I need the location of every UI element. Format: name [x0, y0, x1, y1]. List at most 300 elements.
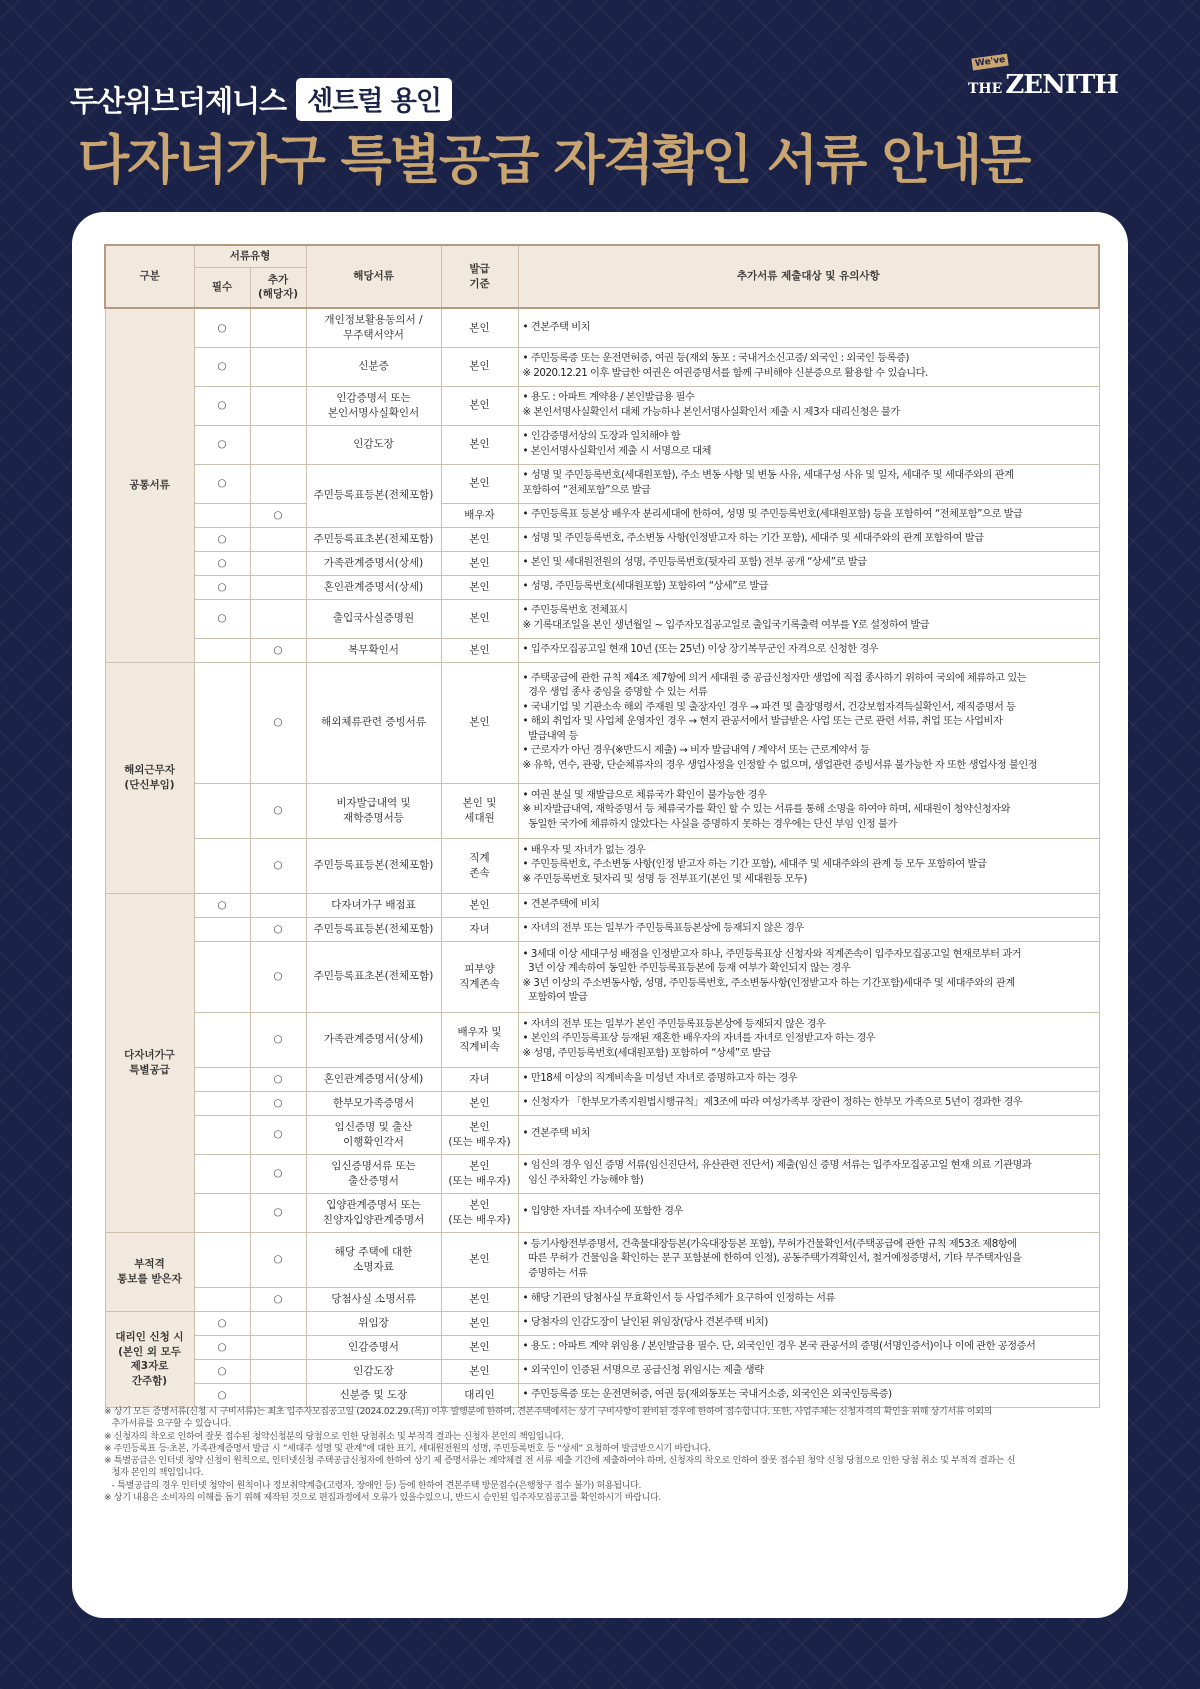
zenith-logo [968, 56, 1128, 102]
required-mark: ○ [217, 399, 227, 412]
notes-cell [518, 1232, 1099, 1287]
document-cell [306, 1287, 441, 1311]
notes-cell [518, 838, 1099, 893]
additional-cell [250, 917, 306, 941]
table-row [105, 599, 1099, 638]
issue-basis: 본인 [469, 556, 490, 569]
category-cell [105, 308, 194, 662]
category-cell [105, 1311, 194, 1407]
additional-cell [250, 386, 306, 425]
additional-cell [250, 662, 306, 783]
note-line: ※ 본인서명사실확인서 대체 가능하나 본인서명사실확인서 제출 시 제3자 대리신청은 불가 [522, 406, 900, 418]
table-row [105, 1311, 1099, 1335]
note-line: • 만18세 이상의 직계비속을 미성년 자녀로 증명하고자 하는 경우 [522, 1072, 798, 1084]
document-cell [306, 783, 441, 838]
footnote-line: 추가서류를 요구할 수 있습니다. [104, 1419, 232, 1430]
issue-basis-cell [441, 503, 518, 527]
document-cell [306, 1115, 441, 1154]
document-cell [306, 638, 441, 662]
table-row [105, 838, 1099, 893]
document-name: 출입국사실증명원 [332, 612, 415, 625]
document-cell [306, 347, 441, 386]
document-name: 인감도장 [353, 1364, 394, 1377]
additional-mark: ○ [273, 508, 283, 521]
additional-cell [250, 1067, 306, 1091]
required-cell [194, 893, 250, 917]
note-line: • 인감증명서상의 도장과 일치해야 함 [522, 431, 681, 442]
required-cell [194, 575, 250, 599]
footnote-line: ※ 상기 모든 증명서류(신청 시 구비서류)는 최초 입주자모집공고일 (2024.02.29.(목)) 이후 발행분에 한하며, 견본주택에서는 상기 구비사항이 완비된 경우에 한하여 접수합니다. 또한, 사업주체는 신청자격의 확인을 위해 상기서류 이외의 [104, 1407, 992, 1417]
notes-cell [518, 503, 1099, 527]
additional-cell [250, 638, 306, 662]
table-row [105, 1115, 1099, 1154]
issue-basis: 본인 (또는 배우자) [448, 1121, 511, 1148]
additional-mark: ○ [273, 1033, 283, 1046]
document-name: 한부모가족증명서 [332, 1096, 415, 1109]
issue-basis-cell [441, 386, 518, 425]
brand-badge: 센트럴 용인 [296, 78, 452, 121]
document-cell [306, 464, 441, 527]
table-row [105, 662, 1099, 783]
document-cell [306, 1383, 441, 1407]
document-name: 임신증명 및 출산 이행확인각서 [334, 1121, 413, 1148]
issue-basis-cell [441, 1287, 518, 1311]
notes-cell [518, 347, 1099, 386]
issue-basis-cell [441, 1335, 518, 1359]
document-cell [306, 308, 441, 347]
issue-basis: 본인 [469, 360, 490, 373]
issue-basis-cell [441, 1232, 518, 1287]
additional-cell [250, 425, 306, 464]
required-cell [194, 1154, 250, 1193]
additional-cell [250, 1335, 306, 1359]
issue-basis-cell [441, 347, 518, 386]
table-row [105, 1154, 1099, 1193]
notes-cell [518, 1287, 1099, 1311]
notes-cell [518, 464, 1099, 503]
document-cell [306, 575, 441, 599]
document-cell [306, 1012, 441, 1067]
header-additional [250, 267, 306, 308]
note-line: • 주민등록표 등본상 배우자 분리세대에 한하여, 성명 및 주민등록번호(세대원포함) 등을 포함하여 “전체포함”으로 발급 [522, 508, 1023, 520]
additional-cell [250, 1287, 306, 1311]
document-name: 인감도장 [353, 438, 394, 451]
table-row [105, 893, 1099, 917]
document-name: 신분증 및 도장 [339, 1388, 408, 1401]
table-row [105, 917, 1099, 941]
required-cell [194, 1067, 250, 1091]
issue-basis-cell [441, 941, 518, 1012]
additional-cell [250, 551, 306, 575]
issue-basis-cell [441, 1115, 518, 1154]
footnote-line: - 특별공급의 경우 인터넷 청약이 원칙이나 정보취약계층(고령자, 장애인 등) 등에 한하여 견본주택 방문접수(은행창구 접수 불가) 허용됩니다. [104, 1480, 642, 1491]
required-cell [194, 1383, 250, 1407]
document-card [72, 212, 1128, 1618]
header-document: 해당서류 [306, 245, 441, 308]
table-row [105, 425, 1099, 464]
issue-basis: 배우자 [464, 508, 495, 521]
document-cell [306, 1232, 441, 1287]
category-label: 공통서류 [129, 479, 170, 491]
note-line: • 배우자 및 자녀가 없는 경우 [522, 844, 646, 856]
document-name: 인감증명서 [348, 1340, 399, 1353]
notes-cell [518, 1311, 1099, 1335]
document-cell [306, 1359, 441, 1383]
additional-cell [250, 1193, 306, 1232]
note-line: • 신청자가 「한부모가족지원법시행규칙」제3조에 따라 여성가족부 장관이 정하는 한부모 가족으로 5년이 경과한 경우 [522, 1096, 1023, 1108]
required-cell [194, 783, 250, 838]
header-issue-basis [441, 245, 518, 308]
additional-cell [250, 1091, 306, 1115]
table-row [105, 464, 1099, 503]
issue-basis-cell [441, 464, 518, 503]
note-line: • 자녀의 전부 또는 일부가 주민등록표등본상에 등재되지 않은 경우 [522, 922, 804, 934]
table-row [105, 503, 1099, 527]
table-row [105, 575, 1099, 599]
issue-basis: 직계 존속 [469, 852, 490, 879]
footnote-line: ※ 신청자의 착오로 인하여 잘못 접수된 청약신청분의 당첨으로 인한 당첨취소 및 부적격 결과는 신청자 본인의 책임입니다. [104, 1431, 564, 1442]
notes-cell [518, 1091, 1099, 1115]
brand-line [70, 78, 452, 121]
header-additional-text: 추가 (해당자) [257, 273, 299, 301]
issue-basis-cell [441, 1193, 518, 1232]
table-row [105, 308, 1099, 347]
document-name: 다자녀가구 배점표 [331, 898, 416, 911]
table-row [105, 941, 1099, 1012]
notes-cell [518, 1115, 1099, 1154]
issue-basis-cell [441, 638, 518, 662]
required-cell [194, 551, 250, 575]
issue-basis-cell [441, 551, 518, 575]
additional-mark: ○ [273, 1167, 283, 1180]
document-name: 가족관계증명서(상세) [323, 556, 424, 569]
additional-cell [250, 893, 306, 917]
document-name: 복무확인서 [348, 643, 399, 656]
required-cell [194, 308, 250, 347]
additional-mark: ○ [273, 1072, 283, 1085]
document-cell [306, 425, 441, 464]
note-line: • 국내기업 및 기관소속 해외 주재원 및 출장자인 경우 → 파견 및 출장명령서, 건강보험자격득실확인서, 재직증명서 등 [522, 701, 1016, 713]
note-line: • 외국인이 인증된 서명으로 공급신청 위임시는 제출 생략 [522, 1364, 764, 1376]
required-cell [194, 386, 250, 425]
notes-cell [518, 575, 1099, 599]
required-cell [194, 1335, 250, 1359]
note-line: • 근로자가 아닌 경우(※반드시 제출) → 비자 발급내역 / 계약서 또는 근로계약서 등 [522, 745, 870, 757]
required-cell [194, 1232, 250, 1287]
note-line: 3년 이상 계속하여 동일한 주민등록표등본에 등재 여부가 확인되지 않는 경우 [522, 963, 851, 974]
table-row [105, 1193, 1099, 1232]
document-name: 혼인관계증명서(상세) [323, 1072, 424, 1085]
required-mark: ○ [217, 477, 227, 490]
additional-cell [250, 1311, 306, 1335]
document-name: 당첨사실 소명서류 [331, 1292, 416, 1305]
issue-basis: 본인 [469, 477, 490, 490]
issue-basis: 본인 [469, 643, 490, 656]
note-line: • 본인 및 세대원전원의 성명, 주민등록번호(뒷자리 포함) 전부 공개 “상세”로 발급 [522, 556, 867, 568]
additional-mark: ○ [273, 970, 283, 983]
required-mark: ○ [217, 360, 227, 373]
additional-cell [250, 599, 306, 638]
additional-mark: ○ [273, 922, 283, 935]
document-name: 해당 주택에 대한 소명자료 [334, 1246, 413, 1273]
issue-basis: 본인 [469, 399, 490, 412]
required-mark: ○ [217, 612, 227, 625]
note-line: ※ 3년 이상의 주소변동사항, 성명, 주민등록번호, 주소변동사항(인정받고자 하는 기간포함)세대주 및 세대주와의 관계 [522, 977, 1015, 989]
note-line: 동일한 국가에 체류하지 않았다는 사실을 증명하지 못하는 경우에는 단신 부임 인정 불가 [522, 818, 897, 830]
note-line: 포함하여 발급 [522, 992, 588, 1003]
issue-basis: 피부양 직계존속 [459, 963, 500, 990]
required-cell [194, 1091, 250, 1115]
note-line: ※ 유학, 연수, 관광, 단순체류자의 경우 생업사정을 인정할 수 없으며, 생업관련 증빙서류 불가능한 자 또한 생업사정 불인정 [522, 759, 1038, 771]
additional-cell [250, 503, 306, 527]
required-cell [194, 599, 250, 638]
header-required: 필수 [194, 267, 250, 308]
table-row [105, 1232, 1099, 1287]
issue-basis: 자녀 [469, 1072, 490, 1085]
footnote-line: ※ 상기 내용은 소비자의 이해를 돕기 위해 제작된 것으로 편집과정에서 오류가 있을수있으니, 반드시 승인된 입주자모집공고를 확인하시기 바랍니다. [104, 1493, 661, 1504]
document-cell [306, 1091, 441, 1115]
required-cell [194, 425, 250, 464]
additional-cell [250, 1012, 306, 1067]
table-row [105, 551, 1099, 575]
document-name: 주민등록표초본(전체포함) [313, 532, 434, 545]
document-cell [306, 1193, 441, 1232]
note-line: ※ 기록대조일을 본인 생년월일 ~ 입주자모집공고일로 출입국기록출력 여부를 Y로 설정하여 발급 [522, 619, 930, 631]
category-label: 다자녀가구 특별공급 [124, 1049, 175, 1076]
additional-mark: ○ [273, 1206, 283, 1219]
additional-cell [250, 941, 306, 1012]
table-row [105, 527, 1099, 551]
note-line: • 견본주택 비치 [522, 321, 590, 333]
required-mark: ○ [217, 898, 227, 911]
note-line: • 성명 및 주민등록번호, 주소변동 사항(인정받고자 하는 기간 포함), 세대주 및 세대주와의 관계 포함하여 발급 [522, 532, 984, 544]
note-line: • 견본주택 비치 [522, 1128, 590, 1140]
issue-basis-cell [441, 1154, 518, 1193]
notes-cell [518, 1359, 1099, 1383]
issue-basis: 본인 [469, 1364, 490, 1377]
table-row [105, 1383, 1099, 1407]
footnote-line: ※ 특별공급은 인터넷 청약 신청이 원칙으로, 인터넷신청 주택공급신청자에 한하여 상기 제 증명서류는 계약체결 전 서류 제출 기간에 제출하여야 하며, 신청자의 착오로 인하여 잘못 접수된 청약 신청 당첨으로 인한 당첨 취소 및 부적격 결과는 신 [104, 1456, 1016, 1467]
document-name: 주민등록표등본(전체포함) [313, 489, 434, 502]
notes-cell [518, 1335, 1099, 1359]
notes-cell [518, 917, 1099, 941]
brand-name: 두산위브더제니스 [70, 84, 287, 118]
document-name: 입양관계증명서 또는 친양자입양관계증명서 [322, 1199, 425, 1226]
table-row [105, 1067, 1099, 1091]
note-line: ※ 2020.12.21 이후 발급한 여권은 여권증명서를 함께 구비해야 신분증으로 활용할 수 있습니다. [522, 367, 928, 379]
header-doc-type: 서류유형 [194, 245, 306, 267]
note-line: • 여권 분실 및 재발급으로 체류국가 확인이 불가능한 경우 [522, 789, 767, 801]
required-cell [194, 347, 250, 386]
issue-basis-cell [441, 1067, 518, 1091]
notes-cell [518, 425, 1099, 464]
note-line: • 임신의 경우 임신 증명 서류(임신진단서, 유산관련 진단서) 제출(임신 증명 서류는 입주자모집공고일 현재 의료 기관명과 [522, 1160, 1032, 1171]
note-line: • 주민등록증 또는 운전면허증, 여권 등(재외동포는 국내거소증, 외국인은 외국인등록증) [522, 1388, 892, 1400]
issue-basis-cell [441, 425, 518, 464]
additional-cell [250, 575, 306, 599]
document-table [104, 244, 1100, 1408]
note-line: ※ 비자발급내역, 재학증명서 등 체류국가를 확인 할 수 있는 서류를 통해 소명을 하여야 하며, 세대원이 청약신청자와 [522, 804, 1010, 816]
document-cell [306, 1335, 441, 1359]
note-line: • 주민등록증 또는 운전면허증, 여권 등(재외 동포 : 국내거소신고증/ 외국인 : 외국인 등록증) [522, 353, 910, 364]
footnote-line: 청자 본인의 책임입니다. [104, 1468, 204, 1479]
notes-cell [518, 941, 1099, 1012]
document-name: 주민등록표등본(전체포함) [313, 922, 434, 935]
note-line: 포함하여 “전체포함”으로 발급 [522, 484, 651, 496]
header-category: 구분 [105, 245, 194, 308]
issue-basis-cell [441, 599, 518, 638]
additional-mark: ○ [273, 859, 283, 872]
notes-cell [518, 1193, 1099, 1232]
logo-the: THE [968, 81, 1003, 97]
issue-basis: 본인 [469, 1340, 490, 1353]
header-issue-basis-text: 발급 기준 [469, 263, 490, 290]
issue-basis: 본인 [469, 716, 490, 729]
issue-basis-cell [441, 662, 518, 783]
logo-wordmark [968, 70, 1118, 100]
required-cell [194, 464, 250, 503]
issue-basis-cell [441, 838, 518, 893]
note-line: • 3세대 이상 세대구성 배점을 인정받고자 하나, 주민등록표상 신청자와 직계존속이 입주자모집공고일 현재로부터 과거 [522, 948, 1022, 960]
issue-basis: 대리인 [464, 1388, 495, 1401]
issue-basis-cell [441, 893, 518, 917]
note-line: 따른 무허가 건물임을 확인하는 문구 포함분에 한하여 인정), 공동주택가격확인서, 철거예정증명서, 기타 무주택자임을 [522, 1253, 1022, 1265]
note-line: 증명하는 서류 [522, 1267, 588, 1279]
issue-basis-cell [441, 1091, 518, 1115]
logo-main: ZENITH [1005, 70, 1118, 100]
note-line: • 해당 기관의 당첨사실 무효확인서 등 사업주체가 요구하여 인정하는 서류 [522, 1292, 835, 1304]
required-cell [194, 1193, 250, 1232]
required-cell [194, 662, 250, 783]
footnotes [104, 1406, 1100, 1504]
additional-cell [250, 1154, 306, 1193]
required-cell [194, 1115, 250, 1154]
table-row [105, 347, 1099, 386]
additional-mark: ○ [273, 1253, 283, 1266]
note-line: • 해외 취업자 및 사업체 운영자인 경우 → 현지 관공서에서 발급받은 사업 또는 근로 관련 서류, 취업 또는 사업비자 [522, 716, 1003, 728]
issue-basis: 본인 [469, 580, 490, 593]
note-line: • 주민등록번호, 주소변동 사항(인정 받고자 하는 기간 포함), 세대주 및 세대주와의 관계 등 모두 포함하여 발급 [522, 859, 987, 871]
note-line: • 자녀의 전부 또는 일부가 본인 주민등록표등본상에 등재되지 않은 경우 [522, 1018, 826, 1030]
category-cell [105, 662, 194, 893]
additional-cell [250, 1115, 306, 1154]
document-name: 주민등록표등본(전체포함) [313, 859, 434, 872]
document-cell [306, 527, 441, 551]
required-cell [194, 527, 250, 551]
table-row [105, 783, 1099, 838]
note-line: • 입양한 자녀를 자녀수에 포함한 경우 [522, 1206, 683, 1218]
table-row [105, 1335, 1099, 1359]
additional-cell [250, 464, 306, 503]
note-line: • 성명 및 주민등록번호(세대원포함), 주소 변동 사항 및 변동 사유, 세대구성 사유 및 일자, 세대주 및 세대주와의 관계 [522, 470, 1014, 481]
note-line: 임신 주차확인 가능해야 함) [522, 1174, 644, 1186]
document-cell [306, 599, 441, 638]
category-cell [105, 893, 194, 1232]
notes-cell [518, 1383, 1099, 1407]
note-line: • 견본주택에 비치 [522, 898, 600, 910]
document-name: 임신증명서류 또는 출산증명서 [331, 1160, 416, 1187]
additional-mark: ○ [273, 1128, 283, 1141]
document-cell [306, 941, 441, 1012]
additional-cell [250, 1359, 306, 1383]
table-body [105, 308, 1099, 1407]
required-mark: ○ [217, 1364, 227, 1377]
required-mark: ○ [217, 1316, 227, 1329]
issue-basis: 본인 (또는 배우자) [448, 1160, 511, 1187]
note-line: • 용도 : 아파트 계약용 / 본인발급용 필수 [522, 392, 695, 403]
additional-mark: ○ [273, 716, 283, 729]
additional-mark: ○ [273, 804, 283, 817]
additional-cell [250, 308, 306, 347]
page-title: 다자녀가구 특별공급 자격확인 서류 안내문 [78, 130, 1030, 191]
issue-basis-cell [441, 308, 518, 347]
document-name: 혼인관계증명서(상세) [323, 580, 424, 593]
category-cell [105, 1232, 194, 1311]
required-cell [194, 638, 250, 662]
note-line: 경우 생업 종사 중임을 증명할 수 있는 서류 [522, 687, 708, 699]
footnote-line: ※ 주민등록표 등·초본, 가족관계증명서 발급 시 “세대주 성명 및 관계”에 대한 표기, 세대원전원의 성명, 주민등록번호 등 “상세” 요청하여 발급받으시기 바랍니다. [104, 1443, 711, 1454]
table-row [105, 638, 1099, 662]
required-cell [194, 1287, 250, 1311]
header-notes: 추가서류 제출대상 및 유의사항 [518, 245, 1099, 308]
required-cell [194, 503, 250, 527]
document-cell [306, 551, 441, 575]
notes-cell [518, 308, 1099, 347]
document-name: 가족관계증명서(상세) [323, 1033, 424, 1046]
issue-basis-cell [441, 527, 518, 551]
issue-basis: 본인 [469, 1096, 490, 1109]
note-line: ※ 주민등록번호 뒷자리 및 성명 등 전부표기(본인 및 세대원등 모두) [522, 873, 807, 885]
issue-basis: 본인 [469, 532, 490, 545]
notes-cell [518, 662, 1099, 783]
notes-cell [518, 386, 1099, 425]
issue-basis: 자녀 [469, 922, 490, 935]
additional-mark: ○ [273, 1292, 283, 1305]
issue-basis: 본인 및 세대원 [462, 797, 497, 824]
document-name: 해외체류관련 증빙서류 [321, 716, 426, 729]
logo-small-text: We've [971, 54, 1009, 71]
required-mark: ○ [217, 556, 227, 569]
document-name: 위임장 [358, 1316, 389, 1329]
note-line: • 주택공급에 관한 규칙 제4조 제7항에 의거 세대원 중 공급신청자만 생업에 직접 종사하기 위하여 국외에 체류하고 있는 [522, 672, 1027, 684]
table-row [105, 386, 1099, 425]
notes-cell [518, 638, 1099, 662]
notes-cell [518, 1012, 1099, 1067]
category-label: 해외근무자 (단신부임) [124, 764, 175, 791]
notes-cell [518, 599, 1099, 638]
category-label: 대리인 신청 시 (본인 외 모두 제3자로 간주함) [115, 1331, 184, 1387]
issue-basis: 본인 [469, 1292, 490, 1305]
note-line: ※ 성명, 주민등록번호(세대원포함) 포함하여 “상세”로 발급 [522, 1047, 771, 1059]
issue-basis-cell [441, 1012, 518, 1067]
additional-cell [250, 1232, 306, 1287]
category-label: 부적격 통보를 받은자 [117, 1258, 182, 1285]
note-line: • 성명, 주민등록번호(세대원포함) 포함하여 “상세”로 발급 [522, 580, 769, 592]
required-mark: ○ [217, 580, 227, 593]
notes-cell [518, 893, 1099, 917]
additional-cell [250, 527, 306, 551]
issue-basis-cell [441, 1383, 518, 1407]
document-name: 주민등록표초본(전체포함) [313, 970, 434, 983]
document-cell [306, 1067, 441, 1091]
note-line: • 주민등록번호 전체표시 [522, 605, 628, 616]
required-mark: ○ [217, 438, 227, 451]
issue-basis-cell [441, 917, 518, 941]
table-row [105, 1091, 1099, 1115]
additional-cell [250, 347, 306, 386]
issue-basis-cell [441, 1359, 518, 1383]
note-line: 발급내역 등 [522, 730, 578, 742]
